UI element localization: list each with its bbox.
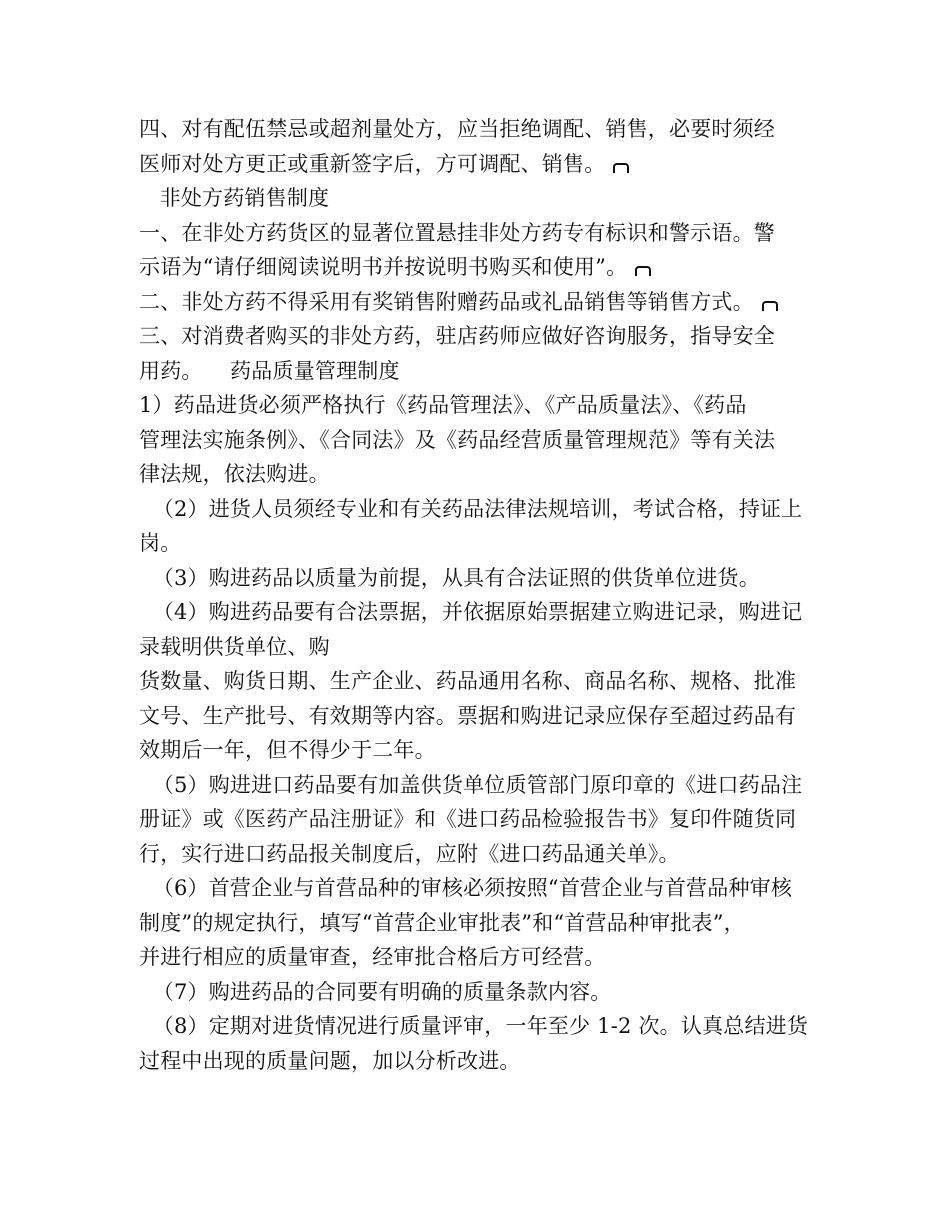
text-line: 医师对处方更正或重新签字后，方可调配、销售。 [139, 147, 840, 182]
section-heading: 非处方药销售制度 [139, 186, 330, 210]
text-line: （2）进货人员须经专业和有关药品法律法规培训，考试合格，持证上 [139, 496, 803, 521]
paragraph-mark-icon [635, 266, 651, 276]
text-line: 制度”的规定执行，填写“首营企业审批表”和“首营品种审批表”， [139, 910, 745, 935]
text-line: （7）购进药品的合同要有明确的质量条款内容。 [139, 979, 612, 1004]
text-line: 岗。 [139, 531, 182, 555]
paragraph-mark-icon [613, 163, 629, 173]
text-line: 一、在非处方药货区的显著位置悬挂非处方药专有标识和警示语。警 [139, 220, 775, 245]
paragraph-mark-icon [762, 301, 778, 311]
text-line: 四、对有配伍禁忌或超剂量处方，应当拒绝调配、销售，必要时须经 [139, 117, 775, 141]
text-line: 过程中出现的质量问题，加以分析改进。 [139, 1048, 521, 1073]
text-line: 货数量、购货日期、生产企业、药品通用名称、商品名称、规格、批准 [139, 669, 797, 693]
text-line: 效期后一年，但不得少于二年。 [139, 738, 436, 762]
text-line: 示语为“请仔细阅读说明书并按说明书购买和使用”。 [139, 250, 840, 285]
text-line: （4）购进药品要有合法票据，并依据原始票据建立购进记录，购进记 [139, 600, 803, 624]
text-line: 文号、生产批号、有效期等内容。票据和购进记录应保存至超过药品有 [139, 703, 797, 728]
text-line: 行，实行进口药品报关制度后，应附《进口药品通关单》。 [139, 841, 680, 866]
text-line: （6）首营企业与首营品种的审核必须按照“首营企业与首营品种审核 [139, 876, 793, 900]
text-line: （3）购进药品以质量为前提，从具有合法证照的供货单位进货。 [139, 565, 760, 590]
text-line: （5）购进进口药品要有加盖供货单位质管部门原印章的《进口药品注 [139, 772, 803, 797]
text-line: 管理法实施条例》、《合同法》及《药品经营质量管理规范》等有关法 [139, 427, 776, 452]
text-line: 用药。 药品质量管理制度 [139, 358, 400, 383]
text-line: （8）定期对进货情况进行质量评审，一年至少 1-2 次。认真总结进货 [139, 1014, 809, 1038]
text-line: 二、非处方药不得采用有奖销售附赠药品或礼品销售等销售方式。 [139, 285, 840, 320]
text-line: 三、对消费者购买的非处方药，驻店药师应做好咨询服务，指导安全 [139, 324, 775, 348]
text-line: 并进行相应的质量审查，经审批合格后方可经营。 [139, 945, 606, 969]
text-line: 1）药品进货必须严格执行《药品管理法》、《产品质量法》、《药品 [139, 393, 747, 417]
text-line: 册证》或《医药产品注册证》和《进口药品检验报告书》复印件随货同 [139, 807, 797, 831]
text-line: 律法规，依法购进。 [139, 462, 330, 486]
text-line: 录载明供货单位、购 [139, 634, 330, 659]
